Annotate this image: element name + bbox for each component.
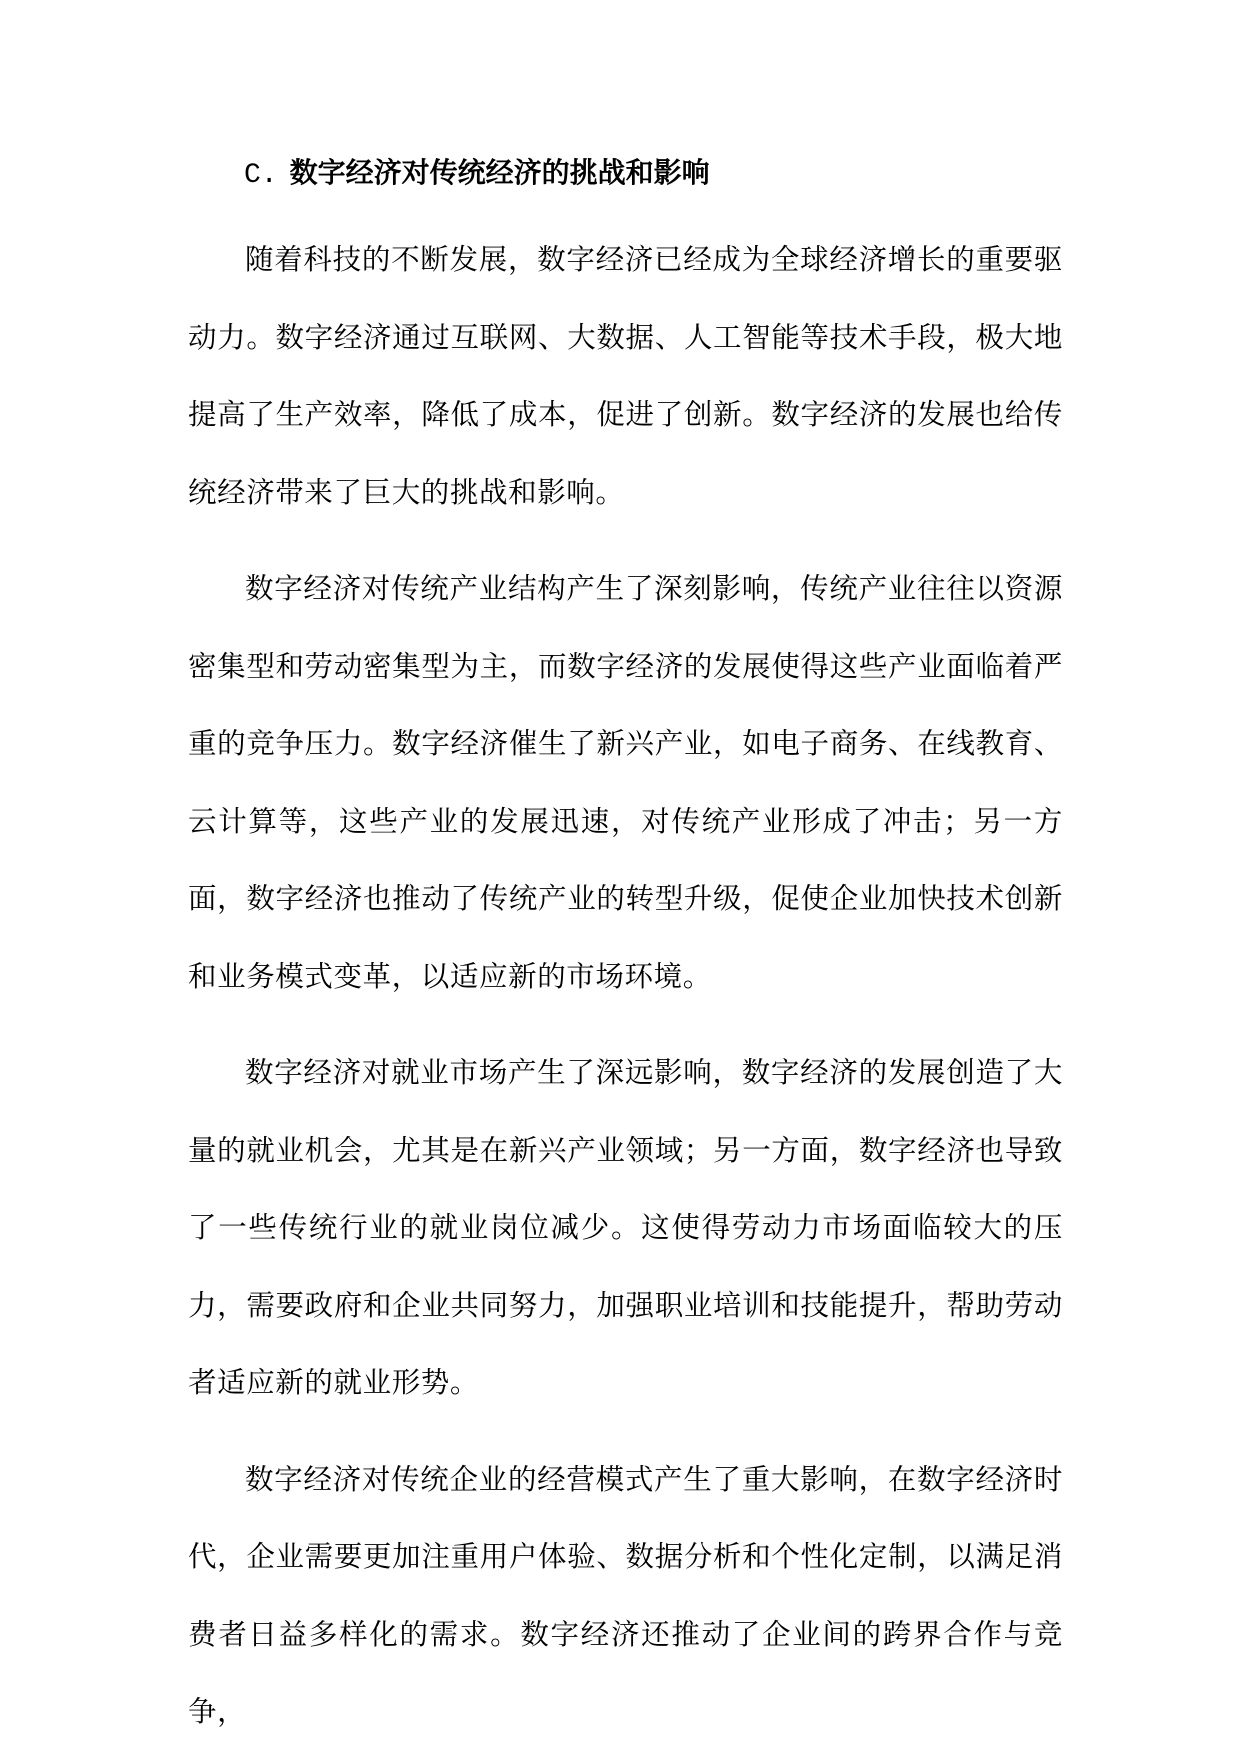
document-body <box>188 146 1063 1751</box>
section-heading <box>188 146 1063 202</box>
section-number: C. <box>244 160 278 191</box>
paragraph-employment: 数字经济对就业市场产生了深远影响，数字经济的发展创造了大量的就业机会，尤其是在新兴产业领域；另一方面，数字经济也导致了一些传统行业的就业岗位减少。这使得劳动力市场面临较大的压力，需要政府和企业共同努力，加强职业培训和技能提升，帮助劳动者适应新的就业形势。 <box>188 1056 1063 1399</box>
section-title: 数字经济对传统经济的挑战和影响 <box>289 156 710 189</box>
paragraph-intro: 随着科技的不断发展，数字经济已经成为全球经济增长的重要驱动力。数字经济通过互联网、大数据、人工智能等技术手段，极大地提高了生产效率，降低了成本，促进了创新。数字经济的发展也给传统经济带来了巨大的挑战和影响。 <box>188 243 1063 509</box>
paragraph-business-model: 数字经济对传统企业的经营模式产生了重大影响，在数字经济时代，企业需要更加注重用户体验、数据分析和个性化定制，以满足消费者日益多样化的需求。数字经济还推动了企业间的跨界合作与竞争， <box>188 1462 1063 1728</box>
paragraph-industry-structure: 数字经济对传统产业结构产生了深刻影响，传统产业往往以资源密集型和劳动密集型为主，而数字经济的发展使得这些产业面临着严重的竞争压力。数字经济催生了新兴产业，如电子商务、在线教育、云计算等，这些产业的发展迅速，对传统产业形成了冲击；另一方面，数字经济也推动了传统产业的转型升级，促使企业加快技术创新和业务模式变革，以适应新的市场环境。 <box>188 572 1063 993</box>
